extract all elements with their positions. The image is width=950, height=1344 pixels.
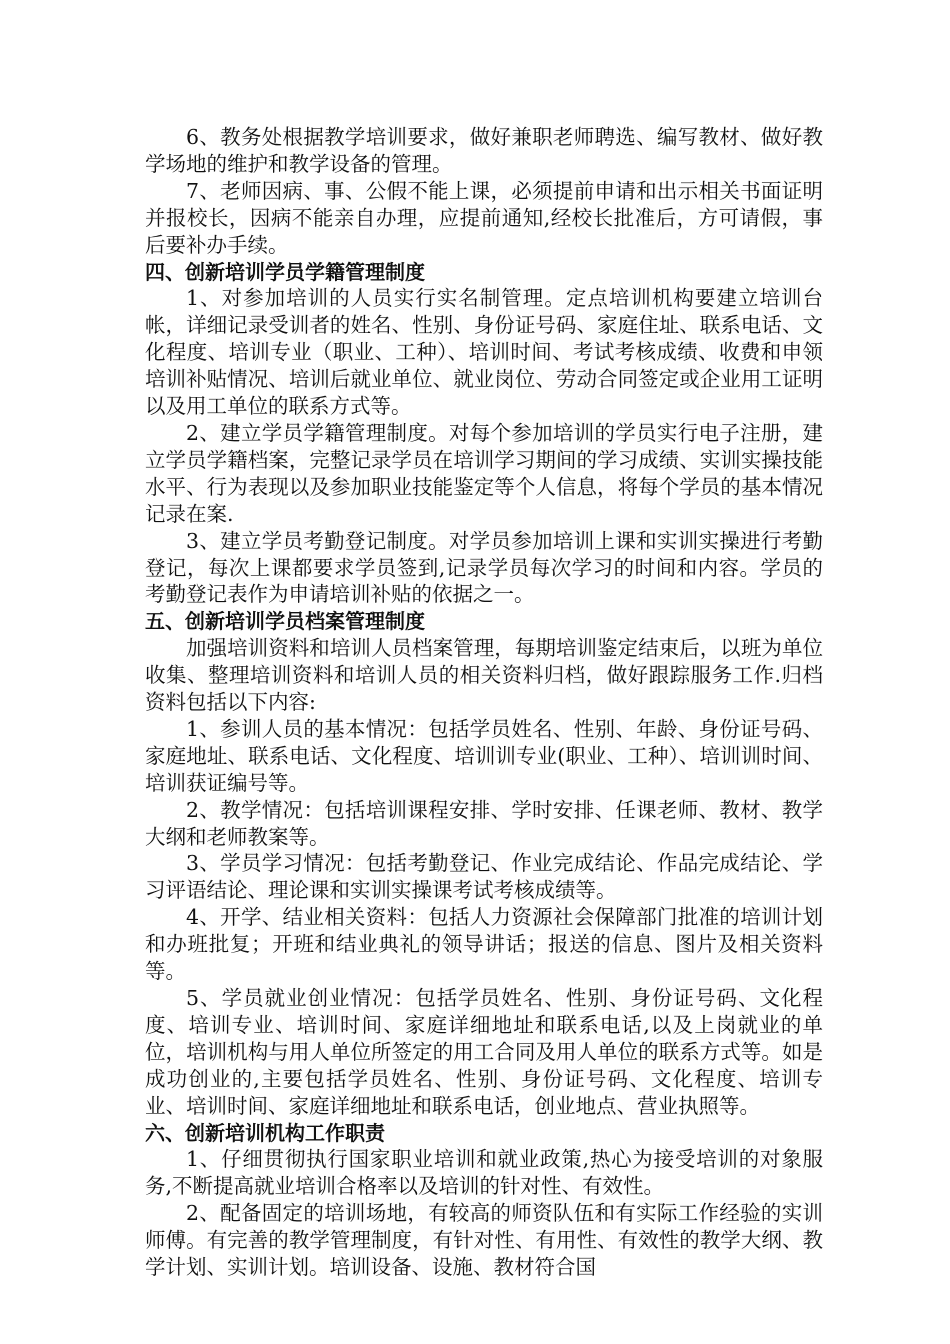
paragraph-policy-implementation: 1、仔细贯彻执行国家职业培训和就业政策,热心为接受培训的对象服务,不断提高就业培训合格率以及培训的针对性、有效性。	[145, 1147, 823, 1199]
paragraph-training-facilities: 2、配备固定的培训场地，有较高的师资队伍和有实际工作经验的实训师傅。有完善的教学管理制度，有针对性、有用性、有效性的教学大纲、教学计划、实训计划。培训设备、设施、教材符合国	[145, 1201, 823, 1280]
section-heading-4: 四、创新培训学员学籍管理制度	[145, 259, 425, 284]
paragraph-enrollment-system: 2、建立学员学籍管理制度。对每个参加培训的学员实行电子注册，建立学员学籍档案，完整记录学员在培训学习期间的学习成绩、实训实操技能水平、行为表现以及参加职业技能鉴定等个人信息，将每个学员的基本情况记录在案.	[145, 420, 823, 526]
paragraph-item-7-teacher-leave: 7、老师因病、事、公假不能上课，必须提前申请和出示相关书面证明并报校长，因病不能亲自办理，应提前通知,经校长批准后，方可请假，事后要补办手续。	[145, 178, 823, 257]
document-page	[145, 124, 823, 1281]
paragraph-trainee-basic-info: 1、参训人员的基本情况：包括学员姓名、性别、年龄、身份证号码、家庭地址、联系电话、文化程度、培训训专业(职业、工种）、培训训时间、培训获证编号等。	[145, 716, 823, 795]
paragraph-archive-intro: 加强培训资料和培训人员档案管理，每期培训鉴定结束后，以班为单位收集、整理培训资料和培训人员的相关资料归档，做好跟踪服务工作.归档资料包括以下内容:	[145, 636, 823, 715]
paragraph-attendance-system: 3、建立学员考勤登记制度。对学员参加培训上课和实训实操进行考勤登记，每次上课都要求学员签到,记录学员每次学习的时间和内容。学员的考勤登记表作为申请培训补贴的依据之一。	[145, 528, 823, 607]
paragraph-learning-info: 3、学员学习情况：包括考勤登记、作业完成结论、作品完成结论、学习评语结论、理论课和实训实操课考试考核成绩等。	[145, 851, 823, 903]
section-heading-6: 六、创新培训机构工作职责	[145, 1120, 385, 1145]
paragraph-teaching-info: 2、教学情况：包括培训课程安排、学时安排、任课老师、教材、教学大纲和老师教案等。	[145, 797, 823, 849]
section-heading-5: 五、创新培训学员档案管理制度	[145, 609, 425, 634]
paragraph-real-name-management: 1、对参加培训的人员实行实名制管理。定点培训机构要建立培训台帐，详细记录受训者的姓名、性别、身份证号码、家庭住址、联系电话、文化程度、培训专业（职业、工种）、培训时间、考试考核成绩、收费和申领培训补贴情况、培训后就业单位、就业岗位、劳动合同签定或企业用工证明以及用工单位的联系方式等。	[145, 286, 823, 419]
paragraph-item-6-academic-affairs: 6、教务处根据教学培训要求，做好兼职老师聘选、编写教材、做好教学场地的维护和教学设备的管理。	[145, 125, 823, 176]
paragraph-employment-info: 5、学员就业创业情况：包括学员姓名、性别、身份证号码、文化程度、培训专业、培训时间、家庭详细地址和联系电话,以及上岗就业的单位，培训机构与用人单位所签定的用工合同及用人单位的联系方式等。如是成功创业的,主要包括学员姓名、性别、身份证号码、文化程度、培训专业、培训时间、家庭详细地址和联系电话，创业地点、营业执照等。	[145, 986, 823, 1118]
paragraph-opening-closing-materials: 4、开学、结业相关资料：包括人力资源社会保障部门批准的培训计划和办班批复；开班和结业典礼的领导讲话；报送的信息、图片及相关资料等。	[145, 905, 823, 984]
